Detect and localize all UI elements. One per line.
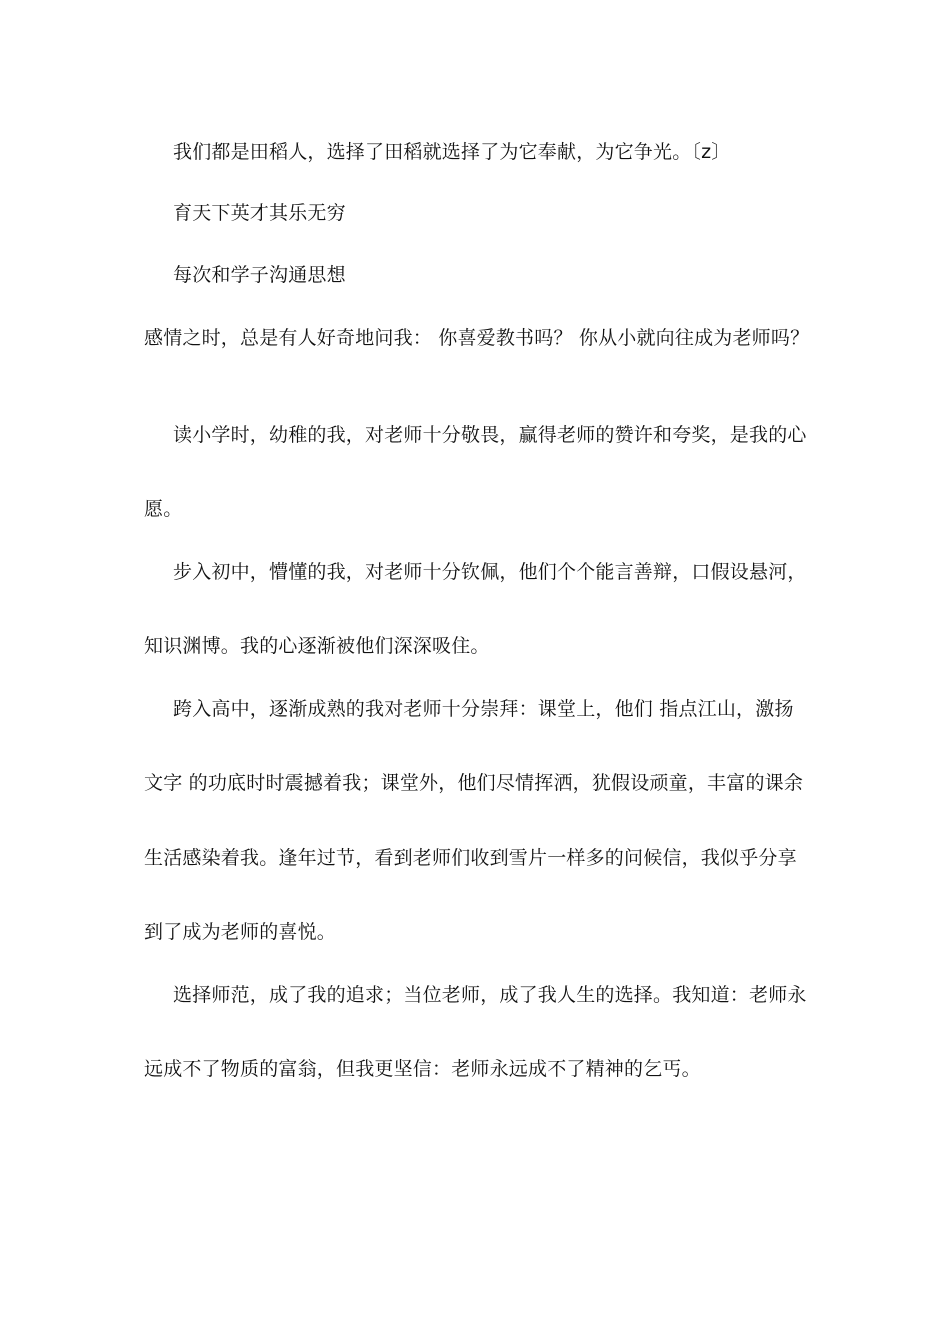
text-line: 育天下英才其乐无穷: [173, 202, 346, 224]
text-line: 步入初中，懵懂的我，对老师十分钦佩，他们个个能言善辩，口假设悬河，: [173, 561, 807, 583]
text-line: 愿。: [144, 498, 183, 520]
text-line: 生活感染着我。逢年过节，看到老师们收到雪片一样多的问候信，我似乎分享: [144, 847, 797, 869]
text-line: 感情之时，总是有人好奇地问我： 你喜爱教书吗？ 你从小就向往成为老师吗？: [144, 327, 810, 349]
text-line: 远成不了物质的富翁，但我更坚信：老师永远成不了精神的乞丐。: [144, 1058, 701, 1080]
text-line: 到了成为老师的喜悦。: [144, 921, 337, 943]
text-line: 知识渊博。我的心逐渐被他们深深吸住。: [144, 635, 490, 657]
text-line: 我们都是田稻人，选择了田稻就选择了为它奉献，为它争光。〔z〕: [173, 141, 731, 163]
text-line: 读小学时，幼稚的我，对老师十分敬畏，赢得老师的赞许和夸奖，是我的心: [173, 424, 807, 446]
text-line: 跨入高中，逐渐成熟的我对老师十分崇拜：课堂上，他们 指点江山，激扬: [173, 698, 794, 720]
text-line: 每次和学子沟通思想: [173, 264, 346, 286]
text-line: 文字 的功底时时震撼着我；课堂外，他们尽情挥洒，犹假设顽童，丰富的课余: [144, 772, 804, 794]
text-line: 选择师范，成了我的追求；当位老师，成了我人生的选择。我知道：老师永: [173, 984, 807, 1006]
